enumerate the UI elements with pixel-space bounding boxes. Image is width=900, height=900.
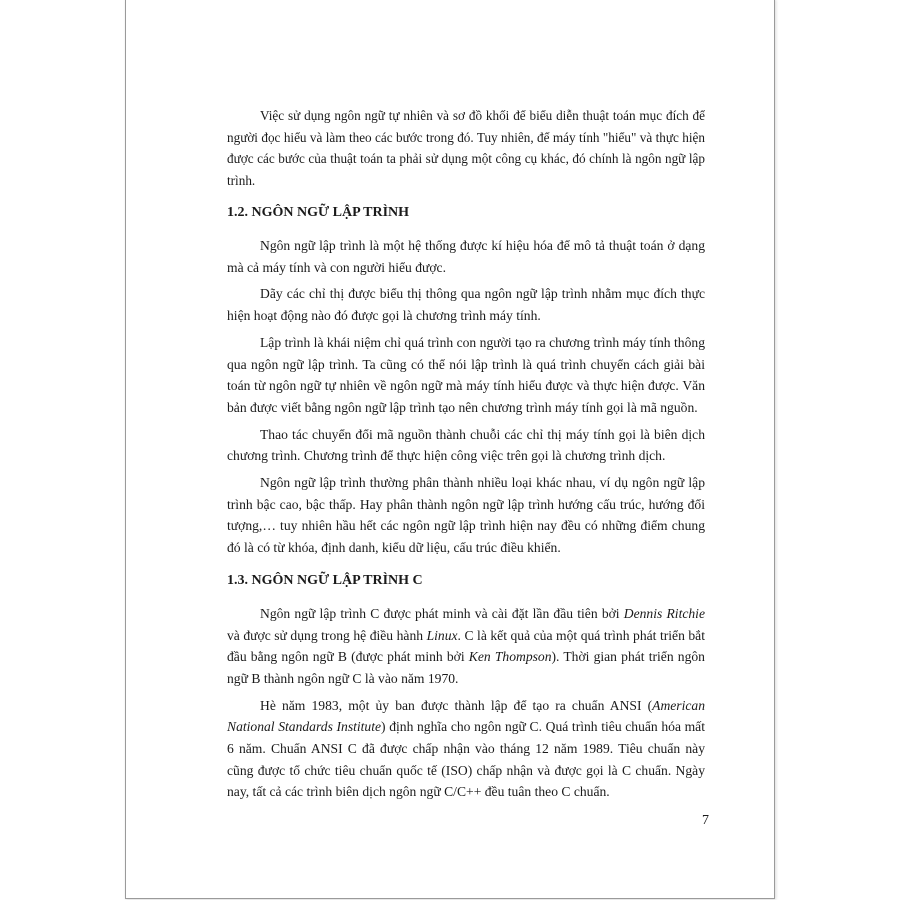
intro-paragraph: Việc sử dụng ngôn ngữ tự nhiên và sơ đồ khối để biểu diễn thuật toán mục đích để người đọc hiểu và làm theo các bước trong đó. Tuy nhiên, để máy tính "hiểu" và thực hiện được các bước của thuật toán ta phải sử dụng một công cụ khác, đó chính là ngôn ngữ lập trình. [227, 108, 705, 188]
author-name-thompson: Ken Thompson [468, 649, 552, 665]
ansi-full-name: American National Standards Institute [227, 697, 705, 735]
os-name-linux: Linux [426, 627, 458, 643]
text-run: ). Thời gian phát triển ngôn ngữ B thành ngôn ngữ C là vào năm 1970. [227, 649, 705, 686]
section-1-2-paragraph: Thao tác chuyển đổi mã nguồn thành chuỗi các chỉ thị máy tính gọi là biên dịch chương trình. Chương trình để thực hiện công việc trên gọi là chương trình dịch. [227, 426, 705, 464]
page-number: 7 [702, 813, 709, 828]
text-run: . C là kết quả của một quá trình phát triển bắt đầu bằng ngôn ngữ B (được phát minh bởi [227, 627, 705, 665]
author-name-ritchie: Dennis Ritchie [623, 605, 705, 621]
section-1-2-paragraph: Ngôn ngữ lập trình thường phân thành nhiều loại khác nhau, ví dụ ngôn ngữ lập trình bậc cao, bậc thấp. Hay phân thành ngôn ngữ lập trình hướng cấu trúc, hướng đối tượng,… tuy nhiên hầu hết các ngôn ngữ lập trình hiện nay đều có những điểm chung đó là có từ khóa, định danh, kiểu dữ liệu, cấu trúc điều khiển. [227, 475, 705, 556]
book-page [125, 0, 775, 899]
text-run: Hè năm 1983, một ủy ban được thành lập để tạo ra chuẩn ANSI ( [260, 697, 653, 713]
text-run: Ngôn ngữ lập trình C được phát minh và cài đặt lần đầu tiên bởi [260, 605, 624, 621]
section-1-3-paragraph-1 [227, 603, 705, 690]
section-1-2-paragraph: Lập trình là khái niệm chỉ quá trình con người tạo ra chương trình máy tính thông qua ngôn ngữ lập trình. Ta cũng có thể nói lập trình là quá trình chuyển cách giải bài toán từ ngôn ngữ tự nhiên về ngôn ngữ mà máy tính hiểu được và thực hiện được. Văn bản được viết bằng ngôn ngữ lập trình tạo nên chương trình máy tính gọi là mã nguồn. [227, 334, 705, 415]
page-content [227, 105, 705, 808]
section-heading-1-2: 1.2. NGÔN NGỮ LẬP TRÌNH [227, 205, 410, 220]
text-run: và được sử dụng trong hệ điều hành [227, 627, 427, 643]
section-1-3-paragraph-2 [227, 695, 705, 804]
section-1-2-paragraph: Dãy các chỉ thị được biểu thị thông qua ngôn ngữ lập trình nhằm mục đích thực hiện hoạt động nào đó được gọi là chương trình máy tính. [227, 286, 705, 324]
section-heading-1-3: 1.3. NGÔN NGỮ LẬP TRÌNH C [227, 572, 423, 588]
section-1-2-paragraph: Ngôn ngữ lập trình là một hệ thống được kí hiệu hóa để mô tả thuật toán ở dạng mà cả máy tính và con người hiểu được. [227, 238, 705, 275]
text-run: ) định nghĩa cho ngôn ngữ C. Quá trình tiêu chuẩn hóa mất 6 năm. Chuẩn ANSI C đã được chấp nhận vào tháng 12 năm 1989. Tiêu chuẩn này cũng được tổ chức tiêu chuẩn quốc tế (ISO) chấp nhận và được gọi là C chuẩn. Ngày nay, tất cả các trình biên dịch ngôn ngữ C/C++ đều tuân theo C chuẩn. [227, 719, 705, 800]
